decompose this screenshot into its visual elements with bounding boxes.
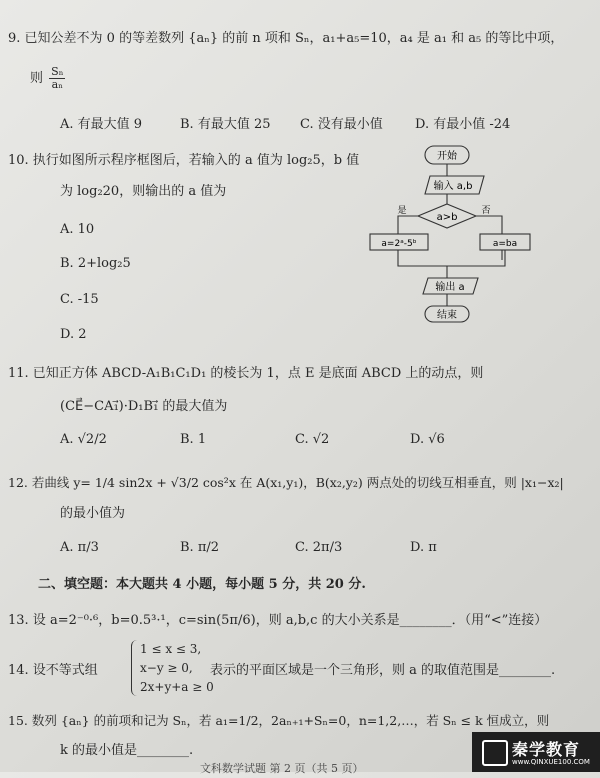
q15-line-1: 15. 数列 {aₙ} 的前项和记为 Sₙ，若 a₁=1/2，2aₙ₊₁+Sₙ=0，n=1,2,…，若 Sₙ ≤ k 恒成立，则 — [8, 713, 550, 728]
q11-option-c: C. √2 — [295, 432, 330, 447]
q14-brace — [131, 640, 138, 696]
q9-option-b: B. 有最大值 25 — [180, 117, 271, 132]
flow-start-label: 开始 — [437, 151, 457, 162]
q12-stem-2: 的最小值为 — [60, 506, 126, 521]
q9-option-a: A. 有最大值 9 — [60, 117, 143, 132]
q13-stem: 13. 设 a=2⁻⁰·⁶，b=0.5³·¹，c=sin(5π/6)，则 a,b,c 的大小关系是________．（用“<”连接） — [8, 613, 548, 628]
q9-ratio-fraction — [49, 66, 65, 91]
q9-ratio — [30, 66, 67, 91]
q9-ratio-lead: 则 — [30, 71, 44, 86]
q14-lead: 14. 设不等式组 — [8, 663, 98, 678]
q9-option-d: D. 有最小值 -24 — [415, 117, 511, 132]
q11-option-a: A. √2/2 — [60, 432, 107, 447]
q14-sys-1: 1 ≤ x ≤ 3, — [140, 642, 202, 656]
q14-sys-2: x−y ≥ 0, — [140, 661, 193, 675]
q15-line-2: k 的最小值是________. — [60, 743, 194, 758]
q12-option-c: C. 2π/3 — [295, 540, 343, 555]
q14-sys-3: 2x+y+a ≥ 0 — [140, 680, 214, 694]
q9-option-c: C. 没有最小值 — [300, 117, 383, 132]
q12-option-d: D. π — [410, 540, 437, 555]
flow-no-label: 否 — [481, 206, 491, 216]
q12-option-b: B. π/2 — [180, 540, 220, 555]
q9-ratio-den: aₙ — [51, 78, 63, 91]
flow-yes-label: 是 — [397, 206, 407, 216]
flow-cond-label: a>b — [436, 212, 458, 223]
q11-option-b: B. 1 — [180, 432, 207, 447]
q12-stem-1: 12. 若曲线 y= 1/4 sin2x + √3/2 cos²x 在 A(x₁,y₁)，B(x₂,y₂) 两点处的切线互相垂直，则 |x₁−x₂| — [8, 475, 564, 490]
flow-left-box-label: a=2ᵃ-5ᵇ — [381, 239, 417, 249]
logo-mark-icon — [482, 740, 508, 766]
q11-stem-1: 11. 已知正方体 ABCD-A₁B₁C₁D₁ 的棱长为 1，点 E 是底面 ABCD 上的动点，则 — [8, 366, 484, 381]
page-footer: 文科数学试题 第 2 页（共 5 页） — [200, 762, 364, 775]
flow-end-label: 结束 — [437, 310, 457, 321]
q10-option-a: A. 10 — [60, 222, 95, 237]
flow-output-label: 输出 a — [435, 282, 465, 293]
section-fill-in-title: 二、填空题：本大题共 4 小题，每小题 5 分，共 20 分. — [38, 577, 366, 592]
q12-option-a: A. π/3 — [60, 540, 99, 555]
q10-flowchart — [360, 140, 540, 328]
logo-url: www.QINXUE100.COM — [512, 758, 590, 766]
q9-stem: 9. 已知公差不为 0 的等差数列 {aₙ} 的前 n 项和 Sₙ，a₁+a₅=10，a₄ 是 a₁ 和 a₅ 的等比中项， — [8, 31, 564, 46]
flow-input-label: 输入 a,b — [433, 181, 473, 192]
q14-tail: 表示的平面区域是一个三角形，则 a 的取值范围是________. — [210, 663, 556, 678]
q10-stem-2: 为 log₂20，则输出的 a 值为 — [60, 184, 227, 199]
q10-option-b: B. 2+log₂5 — [60, 256, 131, 271]
q9-ratio-num: Sₙ — [51, 65, 64, 78]
flow-right-box-label: a=ba — [492, 239, 518, 249]
q10-option-c: C. -15 — [60, 292, 99, 307]
q10-stem-1: 10. 执行如图所示程序框图后，若输入的 a 值为 log₂5，b 值 — [8, 153, 360, 168]
q11-option-d: D. √6 — [410, 432, 445, 447]
q10-option-d: D. 2 — [60, 327, 87, 342]
brand-logo — [472, 732, 600, 772]
q11-stem-2: (CE⃗−CA₁⃗)·D₁B₁⃗ 的最大值为 — [60, 399, 228, 414]
logo-name: 秦学教育 — [512, 740, 581, 759]
